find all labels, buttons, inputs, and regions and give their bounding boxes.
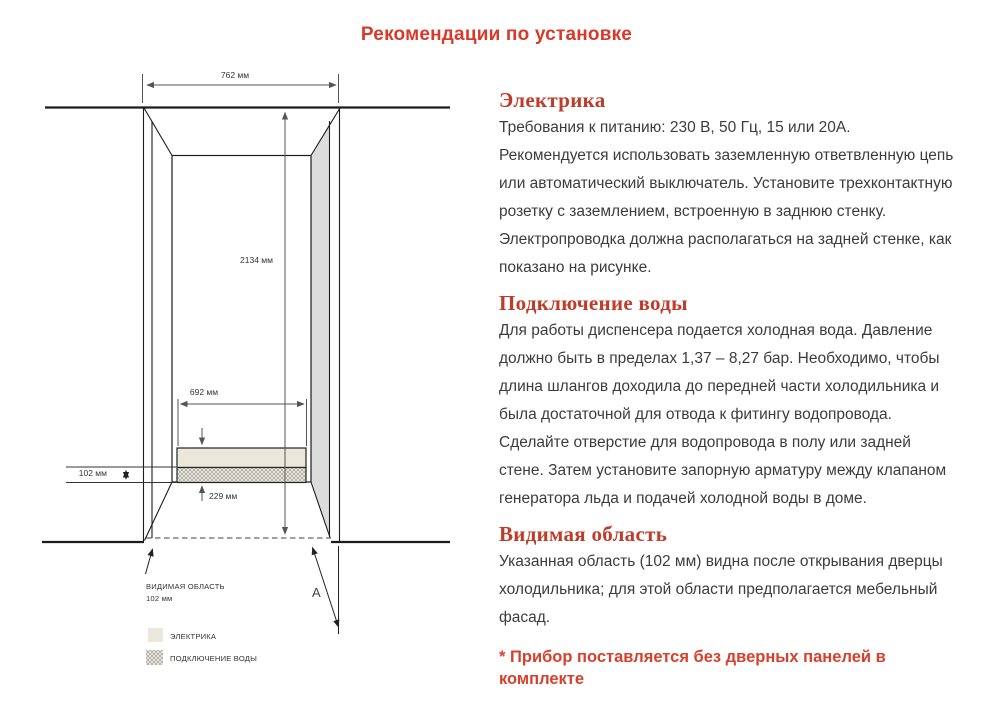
a-marker-label: А <box>312 585 321 600</box>
dim-2134-label: 2134 мм <box>240 255 273 265</box>
legend-water-label: ПОДКЛЮЧЕНИЕ ВОДЫ <box>170 654 258 663</box>
section-electric-paragraph-2: Рекомендуется использовать заземленную ответвленную цепь или автоматический выключатель. Установите трехконтактную розетку с заземлением, встроенную в заднюю стенку. Электропроводка должна располагаться на задней стенке, как показано на рисунке. <box>499 147 954 276</box>
section-visible-area-heading: Видимая область <box>499 522 668 546</box>
dim-762-label: 762 мм <box>220 70 250 80</box>
legend-electric-label: ЭЛЕКТРИКА <box>170 632 217 641</box>
section-water <box>499 291 960 513</box>
legend-water-swatch <box>146 650 163 665</box>
visible-area-label: ВИДИМАЯ ОБЛАСТЬ <box>146 582 225 591</box>
section-water-heading: Подключение воды <box>499 291 688 315</box>
section-visible-area-paragraph: Указанная область (102 мм) видна после открывания дверцы холодильника; для этой области предполагается мебельный фасад. <box>499 553 943 626</box>
section-water-paragraph: Для работы диспенсера подается холодная вода. Давление должно быть в пределах 1,37 – 8,27 бар. Необходимо, чтобы длина шлангов доходила до передней части холодильника и была достаточной для отвода к фитингу водопровода. Сделайте отверстие для водопровода в полу или задней стене. Затем установите запорную арматуру между клапаном генератора льда и подачей холодной воды в доме. <box>499 322 947 507</box>
dim-229-label: 229 мм <box>209 491 238 501</box>
content-column <box>499 88 960 690</box>
section-visible-area <box>499 522 960 632</box>
back-wall <box>172 156 311 483</box>
visible-area-leader <box>146 549 153 574</box>
page-title: Рекомендации по установке <box>360 24 633 45</box>
dim-102-label: 102 мм <box>78 468 107 478</box>
section-electric-paragraph-1: Требования к питанию: 230 В, 50 Гц, 15 или 20А. <box>499 119 851 136</box>
dim-692 <box>178 399 307 446</box>
section-electric <box>499 88 960 282</box>
dim-692-label: 692 мм <box>189 387 219 397</box>
section-electric-heading: Электрика <box>499 88 606 112</box>
no-door-panels-note: * Прибор поставляется без дверных панелей в комплекте <box>499 648 886 688</box>
visible-area-value: 102 мм <box>146 594 173 603</box>
electric-zone <box>177 448 306 468</box>
water-zone <box>177 468 306 483</box>
side-wall-shaded <box>312 125 330 537</box>
installation-diagram <box>0 0 480 706</box>
legend-electric-swatch <box>148 628 163 642</box>
